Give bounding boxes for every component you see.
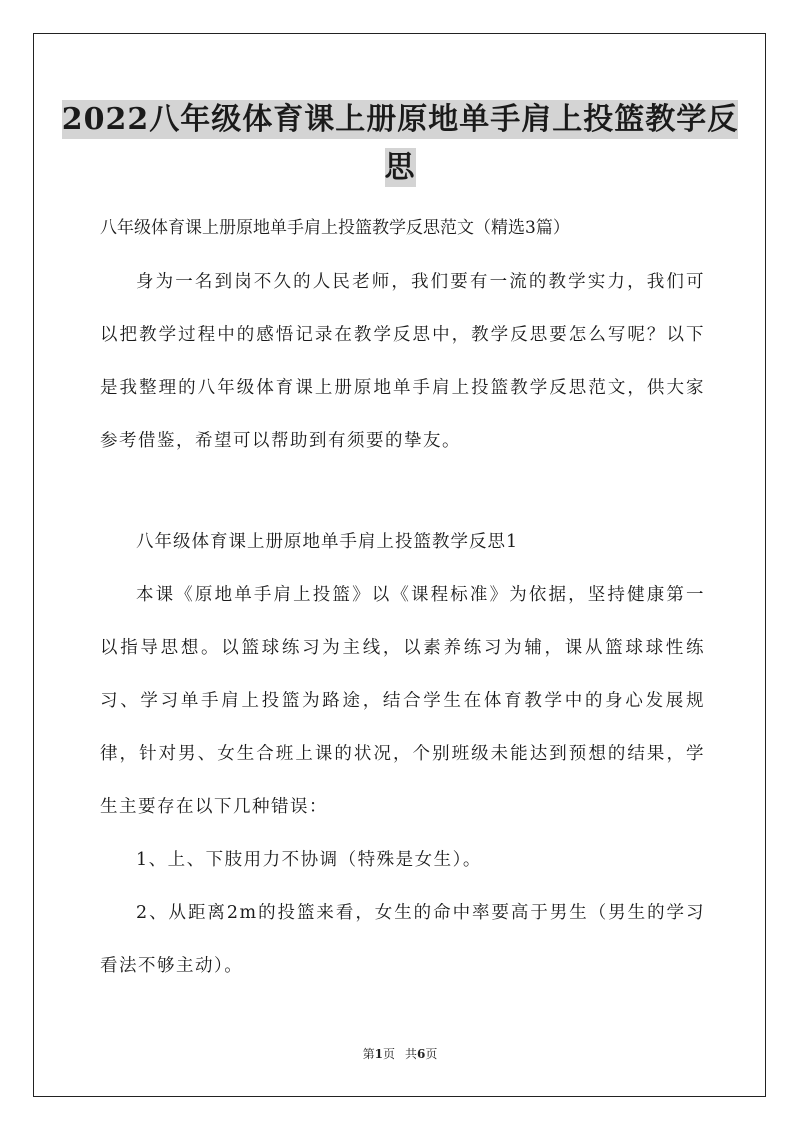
footer-total-prefix: 共 [405, 1047, 418, 1061]
section-heading: 八年级体育课上册原地单手肩上投篮教学反思1 [136, 532, 519, 552]
page-footer [0, 1046, 800, 1062]
document-title [60, 96, 740, 192]
footer-total-suffix: 页 [425, 1047, 438, 1061]
footer-page-prefix: 第 [362, 1047, 375, 1061]
footer-page-total: 6 [417, 1047, 426, 1061]
section-body-paragraph: 本课《原地单手肩上投篮》以《课程标准》为依据，坚持健康第一以指导思想。以篮球练习为主线，以素养练习为辅，课从篮球球性练习、学习单手肩上投篮为路途，结合学生在体育教学中的身心发展规律，针对男、女生合班上课的状况，个别班级未能达到预想的结果，学生主要存在以下几种错误： [100, 585, 705, 817]
intro-paragraph: 身为一名到岗不久的人民老师，我们要有一流的教学实力，我们可以把教学过程中的感悟记录在教学反思中，教学反思要怎么写呢？以下是我整理的八年级体育课上册原地单手肩上投篮教学反思范文，供大家参考借鉴，希望可以帮助到有须要的挚友。 [100, 272, 705, 451]
footer-page-current: 1 [374, 1047, 383, 1061]
list-item-2: 2、从距离2m的投篮来看，女生的命中率要高于男生（男生的学习看法不够主动）。 [100, 903, 705, 976]
document-title-text: 2022八年级体育课上册原地单手肩上投篮教学反思 [61, 102, 739, 185]
list-item-1: 1、上、下肢用力不协调（特殊是女生）。 [136, 850, 482, 870]
footer-page-suffix: 页 [382, 1047, 395, 1061]
document-subtitle: 八年级体育课上册原地单手肩上投篮教学反思范文（精选3篇） [100, 218, 570, 238]
